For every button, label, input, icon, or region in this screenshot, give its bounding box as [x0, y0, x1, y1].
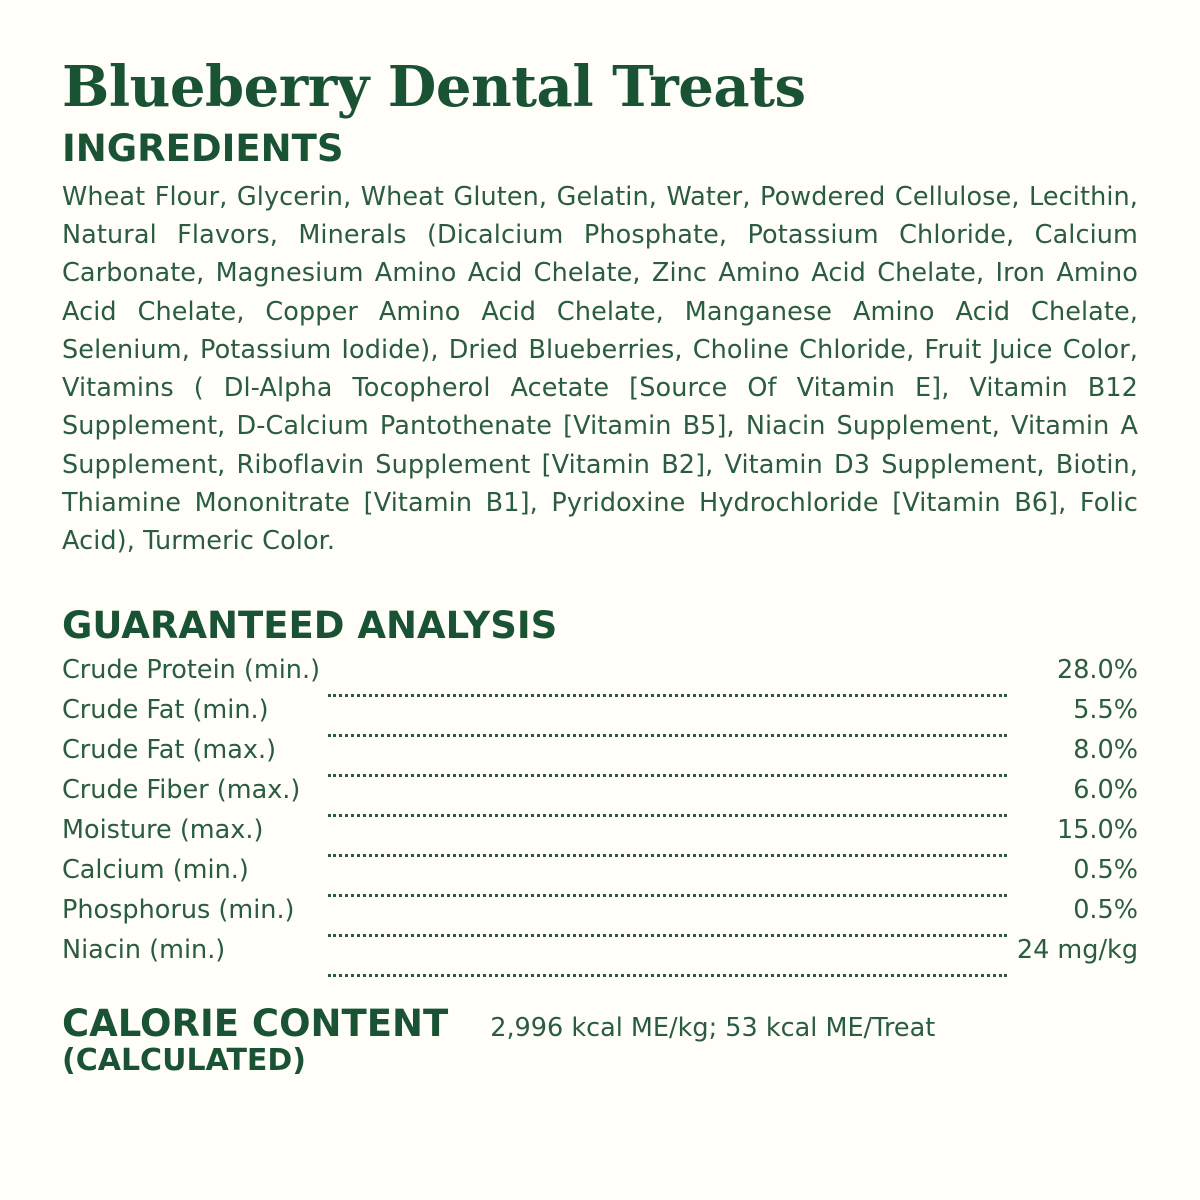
ga-value: 0.5%: [1073, 855, 1138, 886]
section-divider-spacer: [62, 560, 1138, 598]
calorie-content-subheading: (CALCULATED): [62, 1043, 307, 1079]
ga-label: Phosphorus (min.): [62, 895, 295, 926]
leader-dots: [328, 886, 1007, 926]
ingredients-text: Wheat Flour, Glycerin, Wheat Gluten, Gelatin, Water, Powdered Cellulose, Lecithin, Natural Flavors, Minerals (Dicalcium Phosphate, Potassium Chloride, Calcium Carbonate, Magnesium Amino Acid Chelate, Zinc Amino Acid Chelate, Iron Amino Acid Chelate, Copper Amino Acid Chelate, Manganese Amino Acid Chelate, Selenium, Potassium Iodide), Dried Blueberries, Choline Chloride, Fruit Juice Color, Vitamins ( Dl-Alpha Tocopherol Acetate [Source Of Vitamin E], Vitamin B12 Supplement, D-Calcium Pantothenate [Vitamin B5], Niacin Supplement, Vitamin A Supplement, Riboflavin Supplement [Vitamin B2], Vitamin D3 Supplement, Biotin, Thiamine Mononitrate [Vitamin B1], Pyridoxine Hydrochloride [Vitamin B6], Folic Acid), Turmeric Color.: [62, 181, 1138, 557]
ga-label: Crude Fiber (max.): [62, 775, 301, 806]
guaranteed-analysis-table: [62, 655, 1138, 977]
ingredients-heading: INGREDIENTS: [62, 126, 344, 170]
ga-value: 8.0%: [1073, 735, 1138, 766]
calorie-content-section: [62, 1003, 1138, 1078]
leader-dots: [328, 846, 1007, 886]
leader-dots: [328, 726, 1007, 766]
ga-label: Crude Fat (max.): [62, 735, 277, 766]
ga-label: Crude Fat (min.): [62, 695, 269, 726]
leader-dots: [328, 926, 1007, 966]
guaranteed-analysis-heading: GUARANTEED ANALYSIS: [62, 604, 558, 648]
leader-dots: [328, 646, 1007, 686]
table-row: [62, 935, 1138, 975]
ga-label: Niacin (min.): [62, 935, 226, 966]
ga-label: Crude Protein (min.): [62, 655, 321, 686]
leader-dots: [328, 686, 1007, 726]
page-title: Blueberry Dental Treats: [62, 54, 806, 120]
ga-value: 15.0%: [1056, 815, 1138, 846]
leader-dots: [328, 806, 1007, 846]
ga-value: 28.0%: [1056, 655, 1138, 686]
calorie-content-value: 2,996 kcal ME/kg; 53 kcal ME/Treat: [490, 1012, 936, 1043]
ga-label: Moisture (max.): [62, 815, 264, 846]
ga-value: 24 mg/kg: [1016, 935, 1138, 966]
calorie-content-heading: [62, 1003, 448, 1078]
ga-label: Calcium (min.): [62, 855, 249, 886]
calorie-content-heading-main: CALORIE CONTENT: [62, 1001, 449, 1045]
ga-value: 6.0%: [1073, 775, 1138, 806]
leader-dots: [328, 766, 1007, 806]
ga-value: 0.5%: [1073, 895, 1138, 926]
ga-value: 5.5%: [1073, 695, 1138, 726]
